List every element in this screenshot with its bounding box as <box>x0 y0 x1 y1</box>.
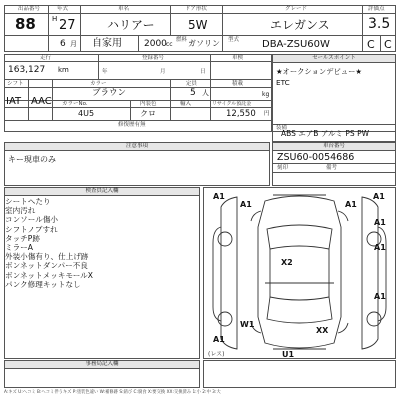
color-no: 4U5 <box>78 109 95 118</box>
damage-mark: A1 <box>240 200 252 209</box>
inspection-note: ミラーA <box>5 243 33 252</box>
model-name-label: 車名 <box>118 6 130 12</box>
recycle-unit: 円 <box>264 111 270 117</box>
import-label: 輸入 <box>180 101 192 107</box>
fuel: ガソリン <box>188 39 220 48</box>
notices-text: キー現車のみ <box>8 155 56 164</box>
mileage-unit: km <box>58 66 69 74</box>
notices-header: 注意事項 <box>4 142 270 151</box>
damage-mark: XX <box>316 326 329 335</box>
chassis-remarks-label: 備考 <box>326 165 338 171</box>
damage-mark: A1 <box>374 243 386 252</box>
usage: 自家用 <box>92 38 122 49</box>
diagram-footer: (レス) <box>208 351 225 358</box>
mileage-value: 163,127 <box>8 65 46 75</box>
sales-point-2: ETC <box>276 78 290 87</box>
month-unit: 月 <box>70 40 77 48</box>
shift-label: シフト <box>7 81 24 87</box>
damage-mark: A1 <box>374 218 386 227</box>
year-unit: 年 <box>102 69 108 75</box>
color-label: カラー <box>90 81 107 87</box>
shaken-label: 車検 <box>232 55 244 61</box>
damage-mark: A1 <box>213 335 225 344</box>
office-header: 事務局記入欄 <box>4 360 200 369</box>
capacity-unit: 人 <box>202 89 209 97</box>
year-label: 年式 <box>57 6 69 12</box>
color-no-label: カラーNo. <box>62 101 88 107</box>
interior-label: 内装色 <box>140 101 157 107</box>
lot-number-label: 出品番号 <box>18 6 41 12</box>
load-label: 積載 <box>232 81 244 87</box>
damage-mark: A1 <box>213 192 225 201</box>
month: 6 <box>60 39 66 49</box>
recycle: 12,550 <box>226 109 256 119</box>
inspection-note: パンク修理キットなし <box>5 280 81 289</box>
inspection-note: ボンネットメッキモールX <box>5 271 93 280</box>
damage-mark: W1 <box>240 320 255 329</box>
damage-mark: A1 <box>373 192 385 201</box>
capacity-label: 定員 <box>186 81 198 87</box>
load-unit: kg <box>262 91 270 98</box>
inspection-header: 検査員記入欄 <box>4 187 200 196</box>
damage-mark: X2 <box>281 258 293 267</box>
chassis-header: 車台番号 <box>272 142 396 151</box>
displacement-unit: cc <box>166 41 173 48</box>
damage-mark: U1 <box>282 350 295 359</box>
score: 3.5 <box>368 16 391 32</box>
legend-text: A:キズ U:ヘコミ B:ヘコミ伴うキズ P:塗装色違い W:補修跡 S:錆び C:腐食 X:要交換 XX:交換済み 1:小 2:中 3:大 <box>4 390 221 395</box>
inspection-note: 外装小傷有り、仕上げ跡 <box>5 252 89 261</box>
equipment-label: 装備 <box>276 125 288 131</box>
model-code-label: 型式 <box>228 37 240 43</box>
equipment: ABS エアB アルミ PS PW <box>281 129 370 138</box>
inspection-note: ボンネットダンパー不良 <box>5 261 88 270</box>
grade-label: グレード <box>285 6 308 12</box>
door: 5W <box>188 18 208 32</box>
fuel-label: 燃料 <box>176 37 188 43</box>
sales-point-header: セールスポイント <box>272 54 396 63</box>
shift: IAT <box>6 96 22 107</box>
interior: クロ <box>140 109 156 118</box>
mileage-label: 走行 <box>40 55 52 61</box>
damage-mark: A1 <box>345 200 357 209</box>
year: 27 <box>59 18 76 33</box>
office-box-right <box>203 360 396 388</box>
history-label: 修復歴有無 <box>118 122 146 128</box>
era: H <box>52 15 58 23</box>
exterior-grade: C <box>384 38 392 51</box>
interior-grade: C <box>367 38 375 51</box>
chassis-number: ZSU60-0054686 <box>277 152 355 163</box>
car-outline-diagram <box>203 187 396 359</box>
inspection-note: タッチP跡 <box>5 234 40 243</box>
inspection-note: 室内汚れ <box>5 206 36 215</box>
chassis-stamp-label: 刻印 <box>277 165 289 171</box>
model-code: DBA-ZSU60W <box>262 39 330 50</box>
door-label: ドア形状 <box>185 6 207 12</box>
inspection-note: シフトノブすれ <box>5 225 58 234</box>
office-box <box>4 368 200 388</box>
day-unit: 日 <box>200 69 206 75</box>
lot-number: 88 <box>15 15 36 33</box>
month-unit-2: 月 <box>160 69 166 75</box>
grade: エレガンス <box>270 18 330 32</box>
displacement: 2000 <box>144 39 167 49</box>
inspection-note: シートへたり <box>5 197 51 206</box>
score-label: 評価点 <box>368 6 385 12</box>
color: ブラウン <box>92 88 127 98</box>
reg-label: 登録番号 <box>142 55 165 61</box>
model-name: ハリアー <box>107 18 155 32</box>
inspection-note: コンソール傷小 <box>5 215 59 224</box>
ac: AAC <box>31 96 52 107</box>
damage-mark: A1 <box>374 292 386 301</box>
sales-point-1: ★オークションデビュー★ <box>276 67 362 76</box>
recycle-label: リサイクル預託金 <box>212 101 252 107</box>
capacity: 5 <box>190 88 196 98</box>
